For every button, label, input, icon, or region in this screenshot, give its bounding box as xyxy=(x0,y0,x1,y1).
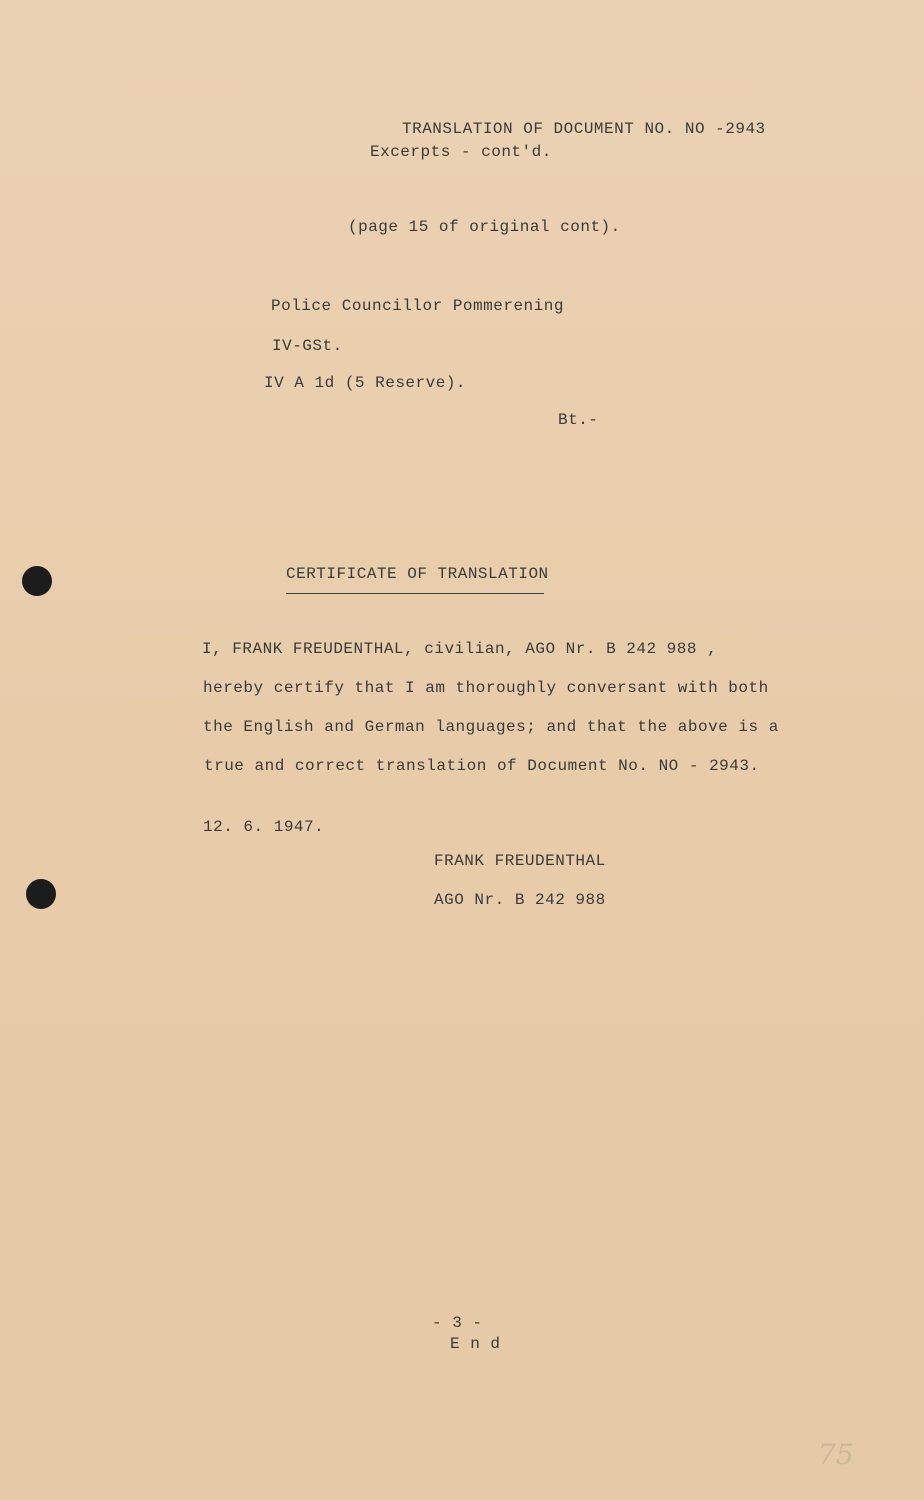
certificate-date: 12. 6. 1947. xyxy=(203,818,325,836)
certificate-title: CERTIFICATE OF TRANSLATION xyxy=(286,565,549,583)
pencil-page-mark: 75 xyxy=(818,1438,854,1471)
signature-name: FRANK FREUDENTHAL xyxy=(434,852,606,870)
punch-hole-bottom xyxy=(26,879,56,909)
signature-ago: AGO Nr. B 242 988 xyxy=(434,891,606,909)
addressee-name: Police Councillor Pommerening xyxy=(271,297,564,315)
addressee-dept: IV-GSt. xyxy=(272,337,343,355)
certificate-line-2: hereby certify that I am thoroughly conversant with both xyxy=(203,679,769,697)
certificate-title-underline xyxy=(286,593,544,594)
addressee-initials: Bt.- xyxy=(558,411,599,429)
header-subtitle: Excerpts - cont'd. xyxy=(370,143,552,161)
page-reference: (page 15 of original cont). xyxy=(348,218,621,236)
end-marker: E n d xyxy=(450,1335,501,1353)
page-number: - 3 - xyxy=(432,1314,483,1332)
certificate-line-4: true and correct translation of Document No. NO - 2943. xyxy=(204,757,760,775)
certificate-line-1: I, FRANK FREUDENTHAL, civilian, AGO Nr. B 242 988 , xyxy=(202,640,718,658)
punch-hole-top xyxy=(22,566,52,596)
addressee-office: IV A 1d (5 Reserve). xyxy=(264,374,467,392)
certificate-line-3: the English and German languages; and that the above is a xyxy=(203,718,779,736)
header-title: TRANSLATION OF DOCUMENT NO. NO -2943 xyxy=(402,120,766,138)
